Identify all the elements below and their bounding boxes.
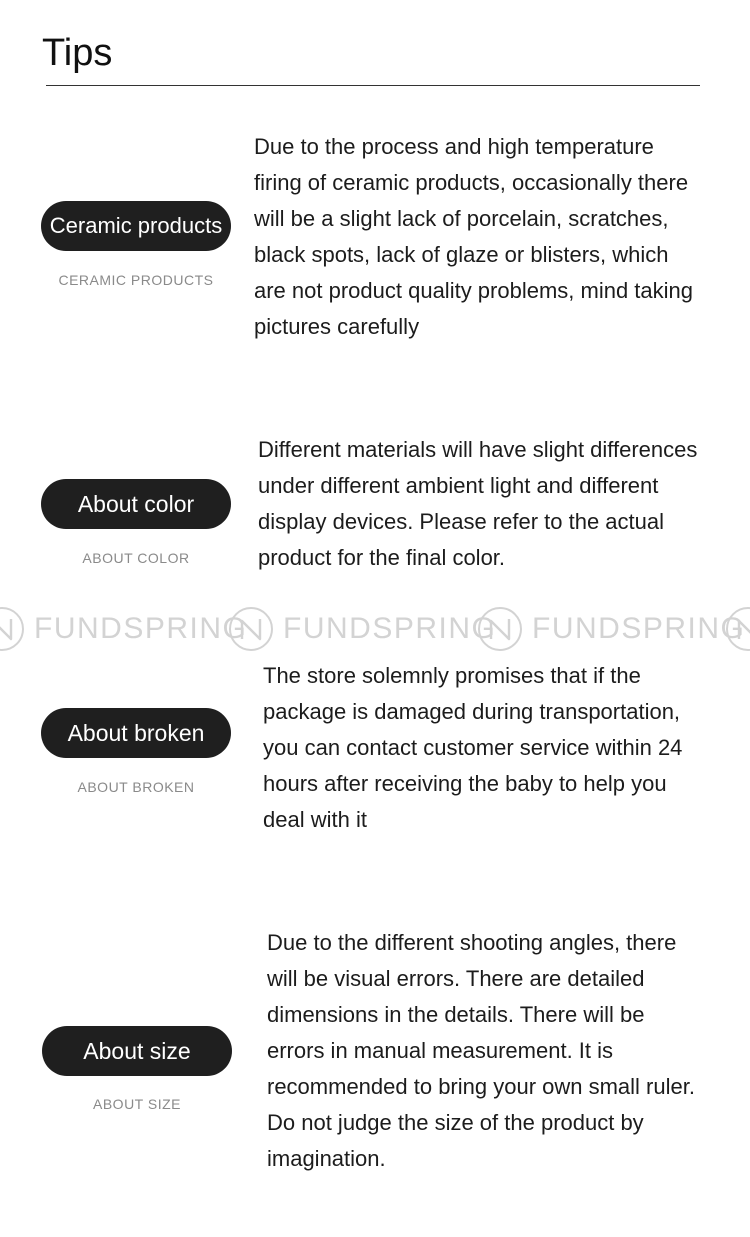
- description-line: pictures carefully: [254, 314, 420, 339]
- watermark-text: FUNDSPRING: [532, 612, 746, 645]
- description-line: black spots, lack of glaze or blisters, which: [254, 242, 669, 267]
- description-line: are not product quality problems, mind taking: [254, 278, 694, 303]
- description-line: Different materials will have slight differences: [258, 437, 698, 462]
- description-line: package is damaged during transportation,: [263, 699, 681, 724]
- description-line: imagination.: [267, 1146, 386, 1171]
- tip-description-ceramic-products: [254, 129, 693, 345]
- description-line: Do not judge the size of the product by: [267, 1110, 644, 1135]
- page-title: Tips: [42, 32, 113, 74]
- description-line: under different ambient light and different: [258, 473, 659, 498]
- tip-label-ceramic-products: Ceramic products: [41, 201, 231, 251]
- description-line: recommended to bring your own small ruler.: [267, 1074, 695, 1099]
- tip-description-about-color: [258, 432, 697, 576]
- description-line: firing of ceramic products, occasionally there: [254, 170, 689, 195]
- brand-logo-icon: [0, 605, 26, 653]
- tip-subtitle-about-size: ABOUT SIZE: [93, 1096, 181, 1112]
- tip-subtitle-about-broken: ABOUT BROKEN: [77, 779, 195, 795]
- description-line: will be visual errors. There are detailed: [267, 966, 645, 991]
- watermark-unit: [227, 603, 496, 655]
- description-line: errors in manual measurement. It is: [267, 1038, 614, 1063]
- watermark-text: FUNDSPRING: [283, 612, 497, 645]
- description-line: dimensions in the details. There will be: [267, 1002, 645, 1027]
- tip-subtitle-ceramic-products: CERAMIC PRODUCTS: [58, 272, 214, 288]
- brand-logo-icon: [227, 605, 275, 653]
- description-line: deal with it: [263, 807, 367, 832]
- tip-description-about-broken: [263, 658, 682, 838]
- description-line: you can contact customer service within 24: [263, 735, 683, 760]
- description-line: display devices. Please refer to the actual: [258, 509, 665, 534]
- description-line: The store solemnly promises that if the: [263, 663, 641, 688]
- brand-watermark: [0, 603, 750, 655]
- description-line: will be a slight lack of porcelain, scratches,: [254, 206, 669, 231]
- tip-label-about-size: About size: [42, 1026, 232, 1076]
- brand-logo-icon: [476, 605, 524, 653]
- brand-logo-icon: [724, 605, 750, 653]
- watermark-text: FUNDSPRING: [34, 612, 248, 645]
- description-line: hours after receiving the baby to help you: [263, 771, 667, 796]
- tip-description-about-size: [267, 925, 695, 1177]
- title-divider: [46, 85, 700, 86]
- description-line: product for the final color.: [258, 545, 506, 570]
- watermark-unit: [476, 603, 745, 655]
- tip-label-about-broken: About broken: [41, 708, 231, 758]
- tip-label-about-color: About color: [41, 479, 231, 529]
- tip-subtitle-about-color: ABOUT COLOR: [82, 550, 190, 566]
- description-line: Due to the different shooting angles, there: [267, 930, 677, 955]
- watermark-unit: [724, 603, 750, 655]
- watermark-unit: [0, 603, 247, 655]
- description-line: Due to the process and high temperature: [254, 134, 654, 159]
